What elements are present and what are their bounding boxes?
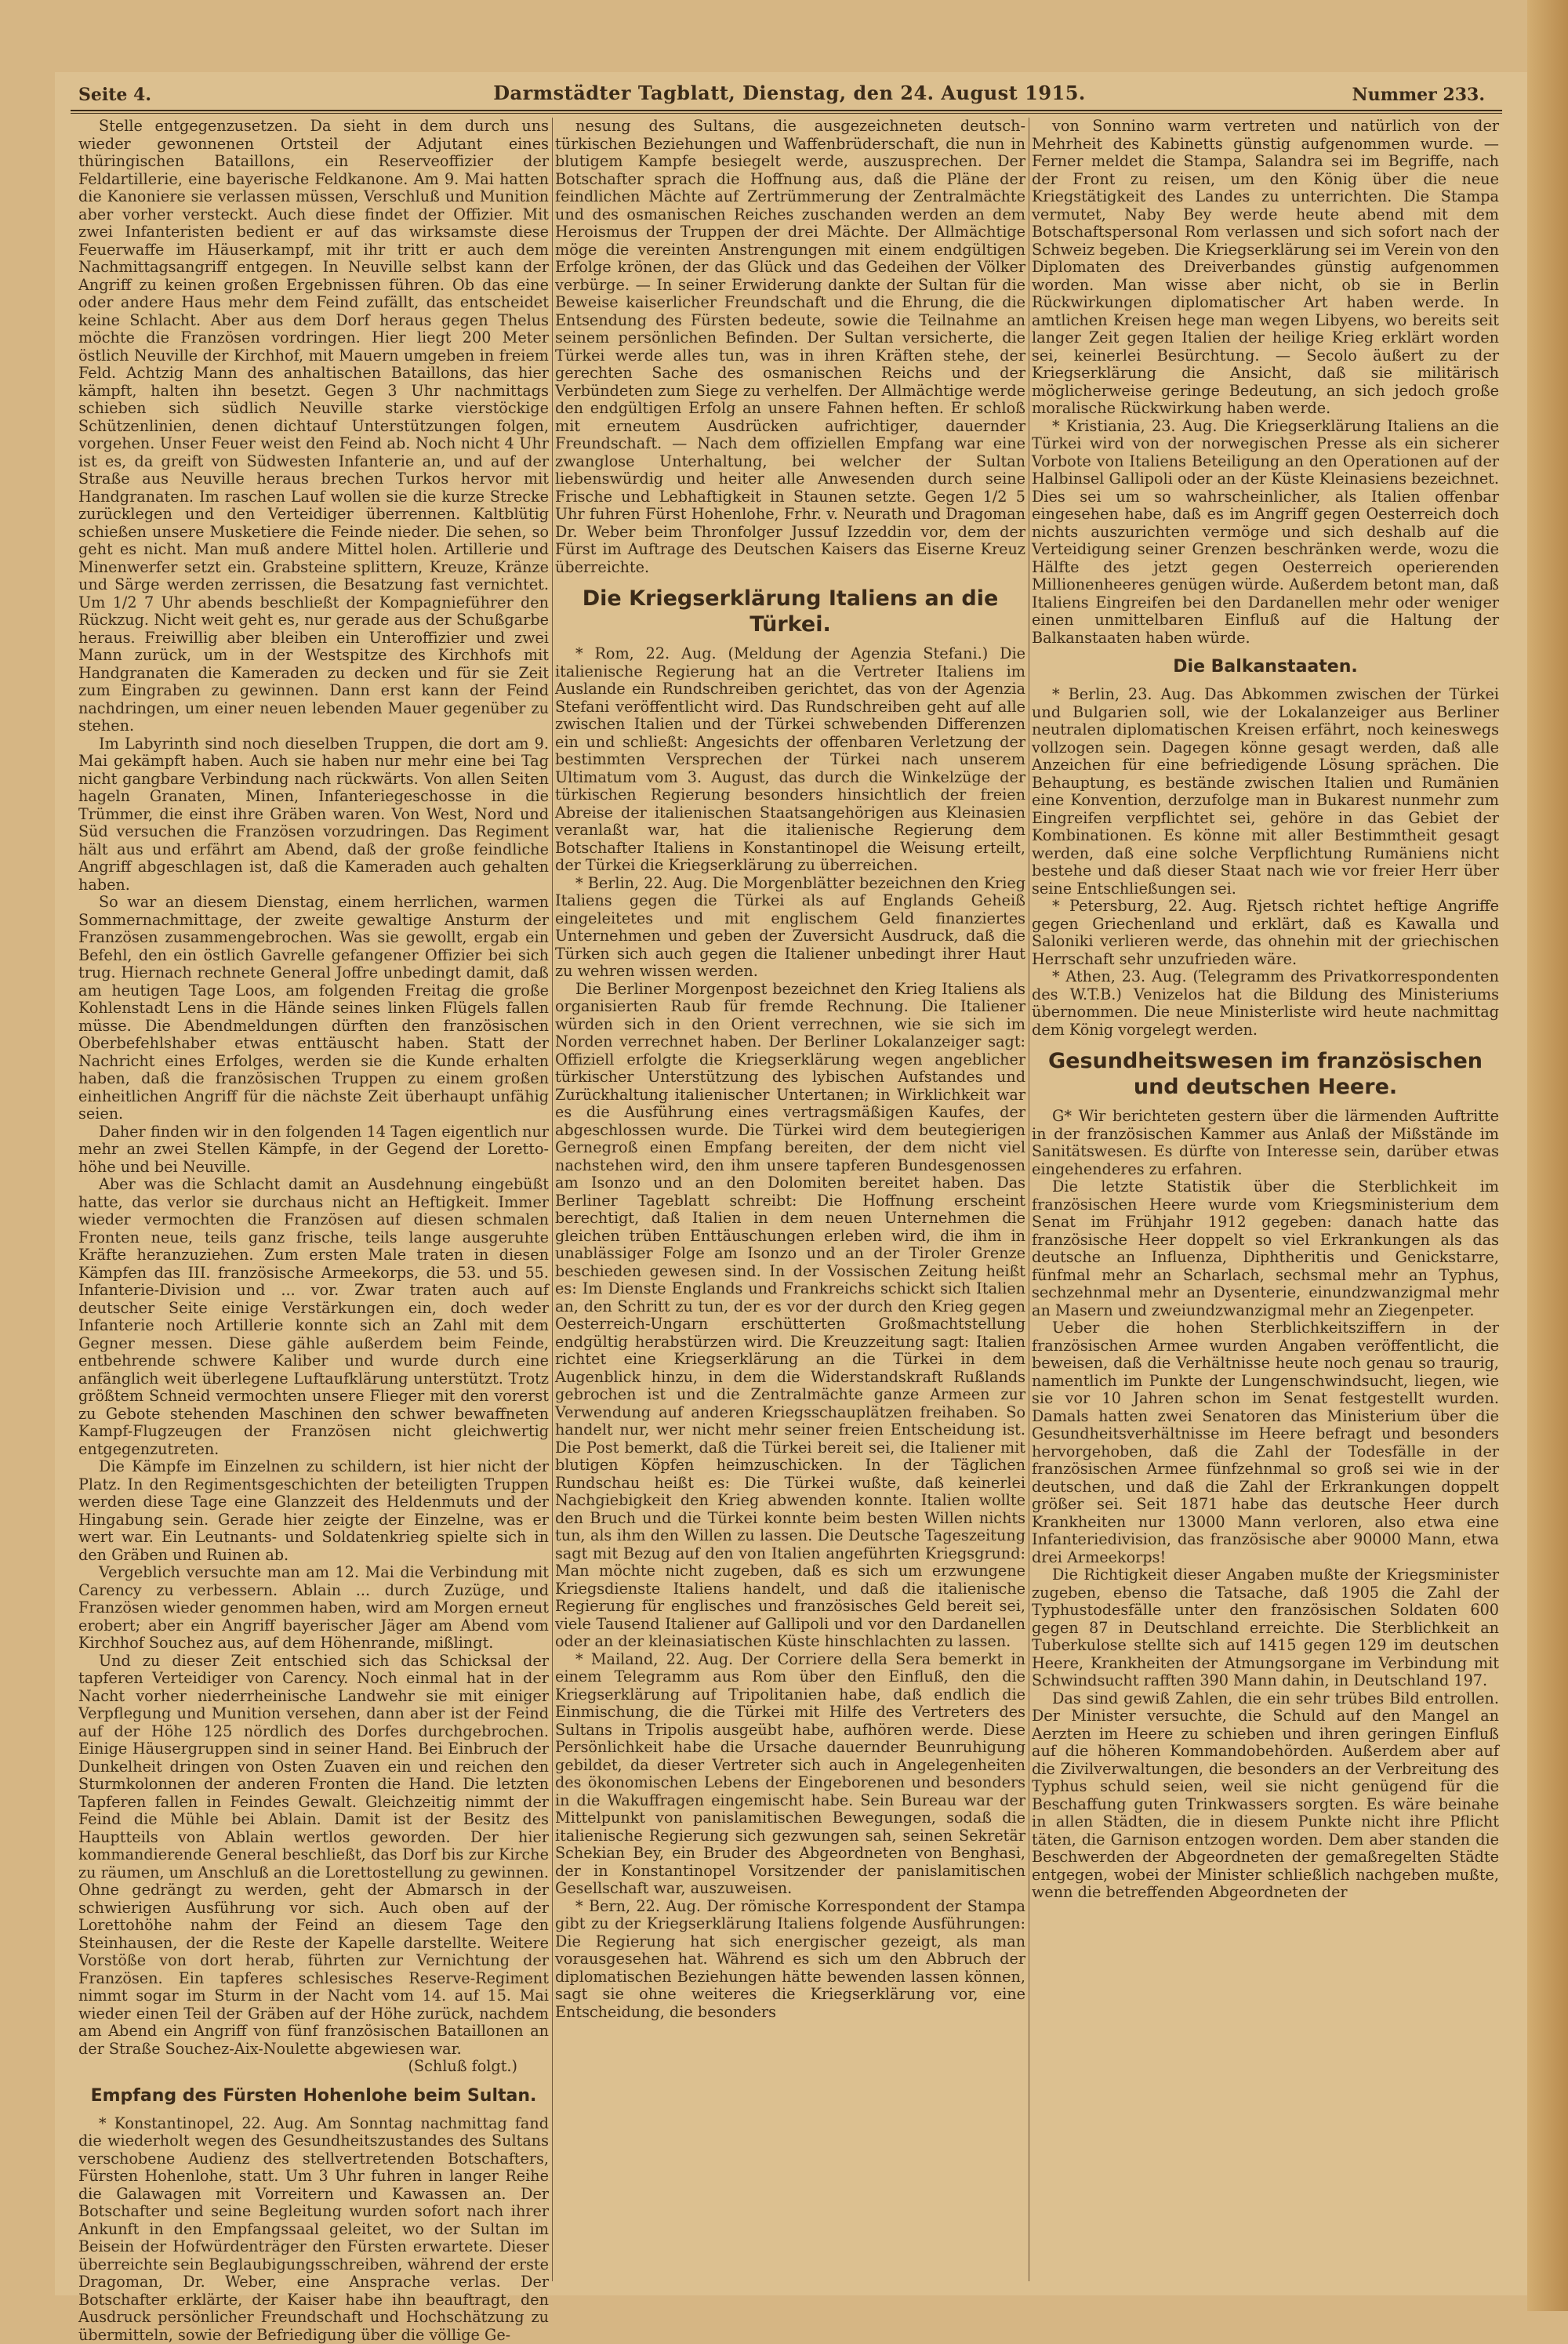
continued-note: (Schluß folgt.) — [78, 2058, 517, 2076]
article-heading: Die Kriegserklärung Italiens an die Türkei. — [555, 586, 1025, 637]
header-rule-thin — [71, 113, 1502, 114]
article-paragraph: Und zu dieser Zeit entschied sich das Schicksal der tapferen Verteidiger von Carency. Noch einmal hat in der Nacht vorher niederrheinische Landwehr sie mit einiger Verpflegung und Munition versehen, dann aber ist der Feind auf der Höhe 125 nördlich des Dorfes durchgebrochen. Einige Häusergruppen sind in seiner Hand. Bei Einbruch der Dunkelheit dringen von Osten Zuaven ein und reichen den Sturmkolonnen der anderen Fronten die Hand. Die letzten Tapferen fallen in Feindes Gewalt. Gleichzeitig nimmt der Feind die Mühle bei Ablain. Damit ist der Besitz des Hauptteils von Ablain wertlos geworden. Der hier kommandierende General beschließt, das Dorf bis zur Kirche zu räumen, um Anschluß an die Lorettostellung zu gewinnen. Ohne gedrängt zu werden, geht der Abmarsch in der schwierigen Ausführung vor sich. Auch oben auf der Lorettohöhe nahm der Feind an diesem Tage den Steinhausen, der die Reste der Kapelle darstellte. Weitere Vorstöße von dort herab, führten zur Vernichtung der Französen. Ein tapferes schlesisches Reserve-Regiment nimmt sogar im Sturm in der Nacht vom 14. auf 15. Mai wieder einen Teil der Gräben auf der Höhe zurück, nachdem am Abend ein Angriff von fünf französischen Bataillonen an der Straße Souchez-Aix-Noulette abgewiesen war. — [78, 1653, 549, 2059]
article-paragraph: Die Kämpfe im Einzelnen zu schildern, ist hier nicht der Platz. In den Regimentsgeschichten der beteiligten Truppen werden diese Tage eine Glanzzeit des Heldenmuts und der Hingabung sein. Gerade hier zeigte der Einzelne, was er wert war. Ein Leutnants- und Soldatenkrieg spielte sich in den Gräben und Ruinen ab. — [78, 1458, 549, 1564]
article-paragraph: Ueber die hohen Sterblichkeitsziffern in der französischen Armee wurden Angaben veröffentlicht, die beweisen, daß die Verhältnisse heute noch genau so traurig, namentlich im Punkte der Lungenschwindsucht, liegen, wie sie vor 10 Jahren schon im Senat festgestellt wurden. Damals hatten zwei Senatoren das Ministerium über die Gesundheitsverhältnisse im Heere befragt und besonders hervorgehoben, daß die Zahl der Todesfälle in der französischen Armee fünfzehnmal so groß sei wie in der deutschen, und daß die Zahl der Erkrankungen doppelt größer sei. Seit 1871 habe das deutsche Heer durch Krankheiten nur 13000 Mann verloren, also etwa eine Infanteriedivision, das französische aber 90000 Mann, etwa drei Armeekorps! — [1032, 1319, 1499, 1566]
article-paragraph: Das sind gewiß Zahlen, die ein sehr trübes Bild entrollen. Der Minister versuchte, die Schuld auf den Mangel an Aerzten im Heere zu schieben und ihren geringen Einfluß auf die höheren Kommandobehörden. Außerdem aber auf die Zivilverwaltungen, die besonders an der Verbreitung des Typhus schuld seien, weil sie nicht genügend für die Beschaffung guten Trinkwassers sorgten. Es wäre beinahe in allen Städten, die in diesem Punkte nicht ihre Pflicht täten, die Garnison entzogen worden. Dem aber standen die Beschwerden der Abgeordneten der gemaßregelten Städte entgegen, wobei der Minister schließlich nachgeben mußte, wenn die betreffenden Abgeordneten der — [1032, 1690, 1499, 1902]
article-paragraph: Daher finden wir in den folgenden 14 Tagen eigentlich nur mehr an zwei Stellen Kämpfe, in der Gegend der Lorettohöhe und bei Neuville. — [78, 1123, 549, 1177]
article-paragraph: Vergeblich versuchte man am 12. Mai die Verbindung mit Carency zu verbessern. Ablain ... durch Zuzüge, und Französen wieder genommen haben, wird am Morgen erneut erobert; aber ein Angriff bayerischer Jäger am Abend vom Kirchhof Souchez aus, auf dem Höhenrande, mißlingt. — [78, 1564, 549, 1653]
article-paragraph: Aber was die Schlacht damit an Ausdehnung eingebüßt hatte, das verlor sie durchaus nicht an Heftigkeit. Immer wieder vermochten die Französen auf diesen schmalen Fronten neue, teils ganz frische, teils lange ausgeruhte Kräfte heranzuziehen. Zum ersten Male traten in diesen Kämpfen das III. französische Armeekorps, die 53. und 55. Infanterie-Division und ... vor. Zwar traten auch auf deutscher Seite einige Verstärkungen ein, doch weder Infanterie noch Artillerie konnte sich an Zahl mit dem Gegner messen. Diese gähle außerdem beim Feinde, entbehrende schwere Kaliber und wurde durch eine anfänglich weit überlegene Luftaufklärung unterstützt. Trotz größtem Schneid vermochten unsere Flieger mit den vorerst zu Gebote stehenden Maschinen den schwer bewaffneten Kampf-Flugzeugen der Französen nicht gleichwertig entgegenzutreten. — [78, 1176, 549, 1458]
article-heading: Gesundheitswesen im französischen und deutschen Heere. — [1032, 1048, 1499, 1100]
article-heading: Empfang des Fürsten Hohenlohe beim Sultan. — [78, 2085, 549, 2107]
article-paragraph: Im Labyrinth sind noch dieselben Truppen, die dort am 9. Mai gekämpft haben. Auch sie haben nur mehr eine bei Tag nicht gangbare Verbindung nach rückwärts. Von allen Seiten hageln Granaten, Minen, Infanteriegeschosse in die Trümmer, die einst ihre Gräben waren. Von West, Nord und Süd versuchen die Französen vorzudringen. Das Regiment hält aus und erfährt am Abend, daß der große feindliche Angriff abgeschlagen ist, daß die Kameraden auch gehalten haben. — [78, 735, 549, 894]
column-1 — [78, 118, 549, 2281]
column-3 — [1032, 118, 1499, 2281]
article-heading: Die Balkanstaaten. — [1032, 656, 1499, 678]
header-rule — [71, 110, 1502, 111]
article-paragraph: * Petersburg, 22. Aug. Rjetsch richtet heftige Angriffe gegen Griechenland und erklärt, daß es Kawalla und Saloniki verlieren werde, das ohnehin mit der griechischen Herrschaft sehr unzufrieden wäre. — [1032, 898, 1499, 968]
article-paragraph: * Bern, 22. Aug. Der römische Korrespondent der Stampa gibt zu der Kriegserklärung Italiens folgende Ausführungen: Die Regierung hat sich energischer gezeigt, als man vorausgesehen hat. Während es sich um den Abbruch der diplomatischen Beziehungen hätte bewenden lassen können, sagt sie ohne weiteres die Kriegserklärung vor, eine Entscheidung, die besonders — [555, 1898, 1025, 2022]
article-paragraph: Stelle entgegenzusetzen. Da sieht in dem durch uns wieder gewonnenen Ortsteil der Adjutant eines thüringischen Bataillons, ein Reserveoffizier der Feldartillerie, eine bayerische Feldkanone. Am 9. Mai hatten die Kanoniere sie verlassen müssen, Verschluß und Munition aber vorher versteckt. Auch diese findet der Offizier. Mit zwei Infanteristen bedient er auf das wirksamste diese Feuerwaffe im Häuserkampf, mit ihr tritt er auch dem Nachmittagsangriff entgegen. In Neuville selbst kann der Angriff zu keinen großen Ergebnissen führen. Ob das eine oder andere Haus mehr dem Feind zufällt, das entscheidet keine Schlacht. Aber aus dem Dorf heraus gegen Thelus möchte die Französen vordringen. Hier liegt 200 Meter östlich Neuville der Kirchhof, mit Mauern umgeben in freiem Feld. Achtzig Mann des anhaltischen Bataillons, das hier kämpft, halten ihn besetzt. Gegen 3 Uhr nachmittags schieben sich südlich Neuville starke vierstöckige Schützenlinien, denen dichtauf Unterstützungen folgen, vorgehen. Unser Feuer weist den Feind ab. Noch nicht 4 Uhr ist es, da greift von Südwesten Infanterie an, und auf der Straße aus Neuville heraus brechen Turkos hervor mit Handgranaten. Im raschen Lauf wollen sie die kurze Strecke zurücklegen und den Verteidiger überrennen. Kaltblütig schießen unsere Musketiere die Feinde nieder. Die sehen, so geht es nicht. Man muß andere Mittel holen. Artillerie und Minenwerfer setzt ein. Grabsteine splittern, Kreuze, Kränze und Särge werden zerrissen, die Besatzung fast vernichtet. Um 1/2 7 Uhr abends beschließt der Kompagnieführer den Rückzug. Nicht weit geht es, nur gerade aus der Schußgarbe heraus. Freiwillig aber bleiben ein Unteroffizier und zwei Mann zurück, um in der Westspitze des Kirchhofs mit Handgranaten die Kameraden zu decken und für sie Zeit zum Eingraben zu gewinnen. Dann erst kann der Feind nachdringen, um einer neuen lebenden Mauer gegenüber zu stehen. — [78, 118, 549, 735]
article-paragraph: * Rom, 22. Aug. (Meldung der Agenzia Stefani.) Die italienische Regierung hat an die Vertreter Italiens im Auslande ein Rundschreiben gerichtet, das von der Agenzia Stefani veröffentlicht wird. Das Rundschreiben geht auf alle zwischen Italien und der Türkei schwebenden Differenzen ein und schließt: Angesichts der offenbaren Verletzung der bestimmten Versprechen der Türkei nach unserem Ultimatum vom 3. August, das durch die Winkelzüge der türkischen Regierung besonders hinsichtlich der freien Abreise der italienischen Staatsangehörigen aus Kleinasien veranlaßt war, hat die italienische Regierung dem Botschafter Italiens in Konstantinopel die Weisung erteilt, der Türkei die Kriegserklärung zu überreichen. — [555, 645, 1025, 875]
article-paragraph: nesung des Sultans, die ausgezeichneten deutsch-türkischen Beziehungen und Waffenbrüderschaft, die nun in blutigem Kampfe besiegelt werde, auszusprechen. Der Botschafter sprach die Hoffnung aus, daß die Pläne der feindlichen Mächte auf Zertrümmerung der Zentralmächte und des osmanischen Reiches zuschanden werden an dem Heroismus der Truppen der drei Mächte. Der Allmächtige möge die vereinten Anstrengungen mit einem endgültigen Erfolge krönen, der das Glück und das Gedeihen der Völker verbürge. — In seiner Erwiderung dankte der Sultan für die Beweise kaiserlicher Freundschaft und die Ehrung, die die Entsendung des Fürsten bedeute, sowie die Teilnahme an seinem persönlichen Befinden. Der Sultan versicherte, die Türkei werde alles tun, was in ihren Kräften stehe, der gerechten Sache des osmanischen Reichs und der Verbündeten zum Siege zu verhelfen. Der Allmächtige werde den endgültigen Erfolg an unsere Fahnen heften. Er schloß mit erneutem Ausdrücken aufrichtiger, dauernder Freundschaft. — Nach dem offiziellen Empfang war eine zwanglose Unterhaltung, bei welcher der Sultan liebenswürdig und heiter alle Anwesenden durch seine Frische und Lebhaftigkeit in Staunen setzte. Gegen 1/2 5 Uhr fuhren Fürst Hohenlohe, Frhr. v. Neurath und Dragoman Dr. Weber beim Thronfolger Jussuf Izzeddin vor, dem der Fürst im Auftrage des Deutschen Kaisers das Eiserne Kreuz überreichte. — [555, 118, 1025, 576]
article-paragraph: Die Richtigkeit dieser Angaben mußte der Kriegsminister zugeben, ebenso die Tatsache, daß 1905 die Zahl der Typhustodesfälle unter den französischen Soldaten 600 gegen 87 in Deutschland erreichte. Die Sterblichkeit an Tuberkulose stellte sich auf 1415 gegen 129 im deutschen Heere, Krankheiten der Atmungsorgane im Verbindung mit Schwindsucht rafften 390 Mann dahin, in Deutschland 197. — [1032, 1566, 1499, 1690]
column-2 — [555, 118, 1025, 2281]
article-paragraph: * Mailand, 22. Aug. Der Corriere della Sera bemerkt in einem Telegramm aus Rom über den Einfluß, den die Kriegserklärung auf Tripolitanien habe, daß endlich die Einmischung, die die Türkei mit Hilfe des Vertreters des Sultans in Tripolis ausgeübt habe, aufhören werde. Diese Persönlichkeit habe die Ursache dauernder Beunruhigung gebildet, da dieser Vertreter sich auch in Angelegenheiten des ökonomischen Lebens der Eingeborenen und besonders in die Wakuffragen eingemischt habe. Sein Bureau war der Mittelpunkt von panislamitischen Bewegungen, sodaß die italienische Regierung sich gezwungen sah, seinen Sekretär Schekian Bey, ein Bruder des Abgeordneten von Benghasi, der in Konstantinopel Vorsitzender der panislamitischen Gesellschaft war, auszuweisen. — [555, 1651, 1025, 1898]
article-paragraph: von Sonnino warm vertreten und natürlich von der Mehrheit des Kabinetts günstig aufgenommen wurde. — Ferner meldet die Stampa, Salandra sei im Begriffe, nach der Front zu reisen, um den König über die neue Kriegstätigkeit des Landes zu unterrichten. Die Stampa vermutet, Naby Bey werde heute abend mit dem Botschaftspersonal Rom verlassen und sich sofort nach der Schweiz begeben. Die Kriegserklärung sei im Verein von den Diplomaten des Dreiverbandes günstig aufgenommen worden. Man wisse aber nicht, ob sie in Berlin Rückwirkungen diplomatischer Art haben werde. In amtlichen Kreisen hege man wegen Libyens, wo bereits seit langer Zeit gegen Italien der heilige Krieg erklärt worden sei, keinerlei Besürchtung. — Secolo äußert zu der Kriegserklärung die Ansicht, daß sie militärisch möglicherweise geringe Bedeutung, an sich jedoch große moralische Rückwirkung haben werde. — [1032, 118, 1499, 418]
article-paragraph: Die letzte Statistik über die Sterblichkeit im französischen Heere wurde vom Kriegsministerium dem Senat im Frühjahr 1912 gegeben: danach hatte das französische Heer doppelt so viel Erkrankungen als das deutsche an Influenza, Diphtheritis und Genickstarre, fünfmal mehr an Scharlach, sechsmal mehr an Typhus, sechzehnmal mehr an Dysenterie, einundzwanzigmal mehr an Masern und zweiundzwanzigmal mehr an Ziegenpeter. — [1032, 1178, 1499, 1319]
masthead: Darmstädter Tagblatt, Dienstag, den 24. August 1915. — [56, 82, 1523, 104]
page-number: Seite 4. — [78, 85, 151, 105]
issue-number: Nummer 233. — [1352, 85, 1486, 105]
article-paragraph: G* Wir berichteten gestern über die lärmenden Auftritte in der französischen Kammer aus Anlaß der Mißstände im Sanitätswesen. Es dürfte von Interesse sein, darüber etwas eingehenderes zu erfahren. — [1032, 1108, 1499, 1178]
article-paragraph: So war an diesem Dienstag, einem herrlichen, warmen Sommernachmittage, der zweite gewaltige Ansturm der Französen zusammengebrochen. Was sie gewollt, ergab ein Befehl, den ein östlich Gavrelle gefangener Offizier bei sich trug. Hiernach rechnete General Joffre unbedingt damit, daß am heutigen Tage Loos, am folgenden Freitag die große Kohlenstadt Lens in die Hände seines linken Flügels fallen müsse. Die Abendmeldungen dürften den französischen Oberbefehlshaber etwas enttäuscht haben. Statt der Nachricht eines Erfolges, werden sie die Kunde erhalten haben, daß die französischen Truppen zu einem großen einheitlichen Angriff für die nächste Zeit überhaupt unfähig seien. — [78, 894, 549, 1123]
article-paragraph: * Kristiania, 23. Aug. Die Kriegserklärung Italiens an die Türkei wird von der norwegischen Presse als ein sicherer Vorbote von Italiens Beteiligung an den Operationen auf der Halbinsel Gallipoli oder an der Küste Kleinasiens bezeichnet. Dies sei um so wahrscheinlicher, als Italien offenbar eingesehen habe, daß es im Angriff gegen Oesterreich doch nichts auszurichten vermöge und sich deshalb auf die Verteidigung seiner Grenzen beschränken werde, wozu die Hälfte des jetzt gegen Oesterreich operierenden Millionenheeres genügen würde. Außerdem betont man, daß Italiens Eingreifen bei den Dardanellen mehr oder weniger einen unmittelbaren Einfluß auf die Haltung der Balkanstaaten haben würde. — [1032, 418, 1499, 648]
article-paragraph: * Berlin, 23. Aug. Das Abkommen zwischen der Türkei und Bulgarien soll, wie der Lokalanzeiger aus Berliner neutralen diplomatischen Kreisen erfährt, noch keineswegs vollzogen sein. Dagegen könne gesagt werden, daß alle Anzeichen für eine befriedigende Lösung sprächen. Die Behauptung, es bestände zwischen Italien und Rumänien eine Konvention, derzufolge man in Bukarest nunmehr zum Eingreifen verpflichtet sei, gehöre in das Gebiet der Kombinationen. Es könne mit aller Bestimmtheit gesagt werden, daß eine solche Verpflichtung Rumäniens nicht bestehe und daß dieser Staat nach wie vor freier Herr über seine Entschließungen sei. — [1032, 686, 1499, 898]
page-edge — [1527, 0, 1568, 2311]
article-paragraph: * Berlin, 22. Aug. Die Morgenblätter bezeichnen den Krieg Italiens gegen die Türkei als auf Englands Geheiß eingeleitetes und mit englischem Geld finanziertes Unternehmen und geben der Zuversicht Ausdruck, daß die Türken sich auch gegen die Italiener unbedingt ihrer Haut zu wehren wissen werden. — [555, 875, 1025, 981]
page-header — [56, 77, 1523, 110]
article-paragraph: * Konstantinopel, 22. Aug. Am Sonntag nachmittag fand die wiederholt wegen des Gesundheitszustandes des Sultans verschobene Audienz des stellvertretenden Botschafters, Fürsten Hohenlohe, statt. Um 3 Uhr fuhren in langer Reihe die Galawagen mit Vorreitern und Kawassen an. Der Botschafter und seine Begleitung wurden sofort nach ihrer Ankunft in den Empfangssaal geleitet, wo der Sultan im Beisein der Hofwürdenträger den Fürsten erwartete. Dieser überreichte sein Beglaubigungsschreiben, während der erste Dragoman, Dr. Weber, eine Ansprache verlas. Der Botschafter erklärte, der Kaiser habe ihn beauftragt, den Ausdruck persönlicher Freundschaft und Hochschätzung zu übermitteln, sowie der Befriedigung über die völlige Ge- — [78, 2115, 549, 2344]
article-paragraph: * Athen, 23. Aug. (Telegramm des Privatkorrespondenten des W.T.B.) Venizelos hat die Bildung des Ministeriums übernommen. Die neue Ministerliste wird heute nachmittag dem König vorgelegt werden. — [1032, 968, 1499, 1039]
article-paragraph: Die Berliner Morgenpost bezeichnet den Krieg Italiens als organisierten Raub für fremde Rechnung. Die Italiener würden sich in den Orient verrechnen, wie sie sich im Norden verrechnet haben. Der Berliner Lokalanzeiger sagt: Offiziell erfolgte die Kriegserklärung wegen angeblicher türkischer Unterstützung des lybischen Aufstandes und Zurückhaltung italienischer Untertanen; in Wirklichkeit war es die Ausführung eines vertragsmäßigen Kaufes, der abgeschlossen wurde. Die Türkei wird dem beutegierigen Gernegroß einen Empfang bereiten, der dem nicht viel nachstehen wird, den ihm unsere tapferen Bundesgenossen am Isonzo und an den Dolomiten bereitet haben. Das Berliner Tageblatt schreibt: Die Hoffnung erscheint berechtigt, daß Italien in dem neuen Unternehmen die gleichen trüben Enttäuschungen erleben wird, die ihm in unablässiger Folge am Isonzo und an der Tiroler Grenze beschieden gewesen sind. In der Vossischen Zeitung heißt es: Im Dienste Englands und Frankreichs schickt sich Italien an, den Schritt zu tun, der es vor der durch den Krieg gegen Oesterreich-Ungarn erschütterten Großmachtstellung endgültig herabstürzen wird. Die Kreuzzeitung sagt: Italien richtet eine Kriegserklärung an die Türkei in dem Augenblick hinzu, in dem die Widerstandskraft Rußlands gebrochen ist und die Zentralmächte ganze Armeen zur Verwendung auf anderen Kriegsschauplätzen freihaben. So handelt nur, wer nicht mehr seiner freien Entscheidung ist. Die Post bemerkt, daß die Türkei bereit sei, die Italiener mit blutigen Köpfen heimzuschicken. In der Täglichen Rundschau heißt es: Die Türkei wußte, daß keinerlei Nachgiebigkeit den Krieg abwenden konnte. Italien wollte den Bruch und die Türkei konnte beim besten Willen nichts tun, als ihm den Willen zu lassen. Die Deutsche Tageszeitung sagt mit Bezug auf den von Italien angeführten Kriegsgrund: Man möchte nicht zugeben, daß es sich um erzwungene Kriegsdienste Italiens handelt, und daß die italienische Regierung für englisches und französisches Geld bereit sei, viele Tausend Italiener auf Gallipoli und vor den Dardanellen oder an der kleinasiatischen Küste hinschlachten zu lassen. — [555, 981, 1025, 1651]
column-divider — [552, 118, 553, 2281]
